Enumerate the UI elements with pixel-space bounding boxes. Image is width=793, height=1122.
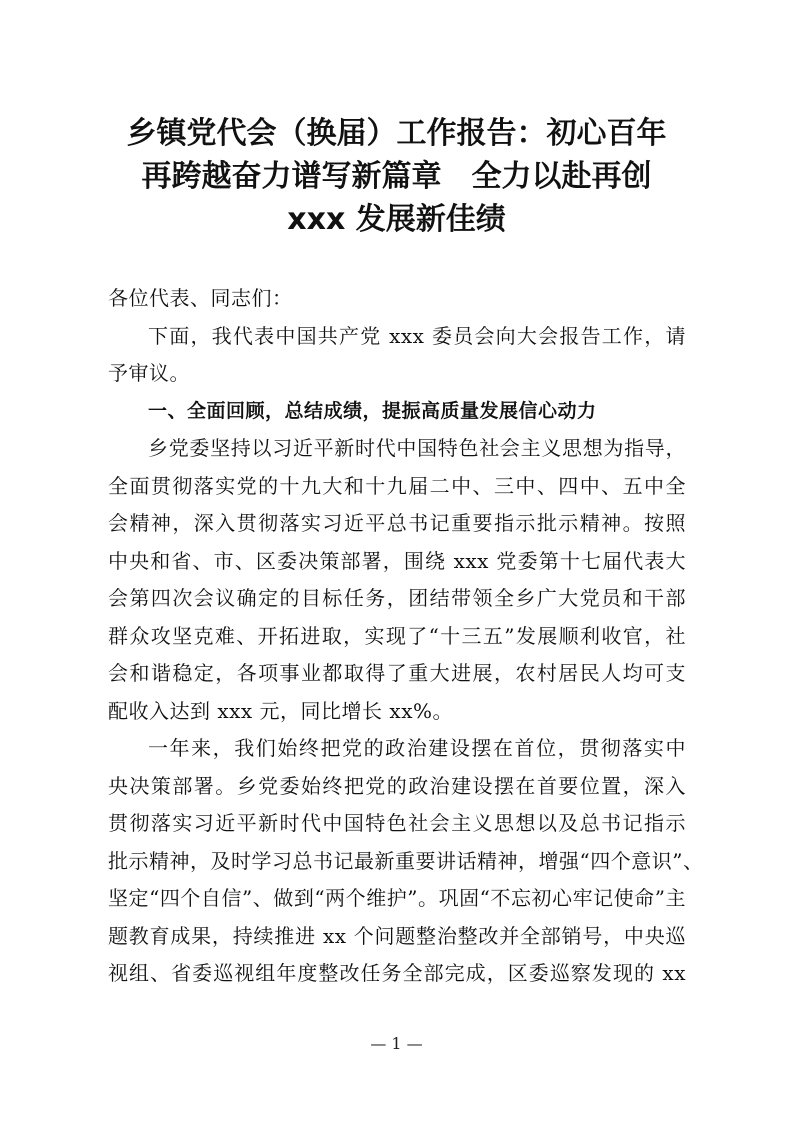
paragraph-line: 配收入达到 xxx 元，同比增长 xx%。: [108, 698, 453, 723]
paragraph-line: 央决策部署。乡党委始终把党的政治建设摆在首要位置，深入: [108, 773, 686, 798]
title-line: 乡镇党代会（换届）工作报告：初心百年: [126, 116, 667, 151]
title-line: xxx 发展新佳绩: [287, 202, 506, 237]
paragraph-line: 坚定“四个自信”、做到“两个维护”。巩固“不忘初心牢记使命”主: [108, 886, 686, 910]
salutation: 各位代表、同志们：: [108, 286, 293, 310]
section-heading: 一、全面回顾，总结成绩，提振高质量发展信心动力: [148, 399, 597, 422]
paragraph-line: 一年来，我们始终把党的政治建设摆在首位，贯彻落实中: [148, 736, 686, 760]
document-body: [108, 280, 704, 993]
paragraph-line: 乡党委坚持以习近平新时代中国特色社会主义思想为指导，: [148, 436, 686, 460]
paragraph-line: 全面贯彻落实党的十九大和十九届二中、三中、四中、五中全: [108, 473, 686, 498]
paragraph-line: 题教育成果，持续推进 xx 个问题整治整改并全部销号，中央巡: [108, 923, 686, 948]
document-title: [60, 112, 733, 241]
paragraph-line: 群众攻坚克难、开拓进取，实现了“十三五”发展顺利收官，社: [108, 623, 686, 648]
paragraph-line: 贯彻落实习近平新时代中国特色社会主义思想以及总书记指示: [108, 811, 686, 835]
paragraph-line: 中央和省、市、区委决策部署，围绕 xxx 党委第十七届代表大: [108, 548, 686, 573]
paragraph-line: 视组、省委巡视组年度整改任务全部完成，区委巡察发现的 xx: [108, 961, 686, 985]
paragraph-line: 批示精神，及时学习总书记最新重要讲话精神，增强“四个意识”、: [108, 848, 704, 873]
intro-line: 下面，我代表中国共产党 xxx 委员会向大会报告工作，请: [148, 323, 686, 348]
paragraph-line: 会第四次会议确定的目标任务，团结带领全乡广大党员和干部: [108, 586, 686, 610]
title-line: 再跨越奋力谱写新篇章 全力以赴再创: [141, 159, 652, 194]
page-number: — 1 —: [370, 1034, 423, 1053]
intro-line: 予审议。: [108, 361, 190, 385]
paragraph-line: 会和谐稳定，各项事业都取得了重大进展，农村居民人均可支: [108, 661, 686, 685]
paragraph-line: 会精神，深入贯彻落实习近平总书记重要指示批示精神。按照: [108, 511, 686, 535]
